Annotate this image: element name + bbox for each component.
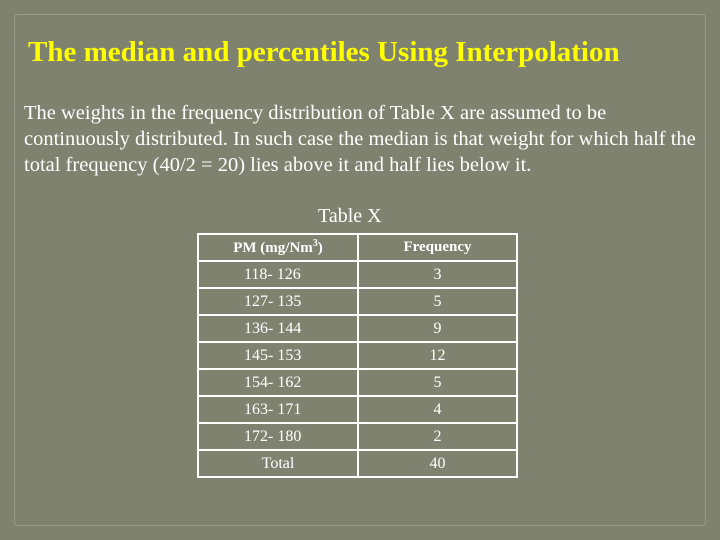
frequency-cell: 5 [358,369,517,396]
frequency-cell: 3 [358,261,517,288]
body-paragraph: The weights in the frequency distribution of Table X are assumed to be continuously distributed. In such case the median is that weight for which half the total frequency (40/2 = 20) lies above it and half lies below it. [24,102,696,176]
table-row [198,396,517,423]
table-row [198,288,517,315]
range-cell: 145- 153 [198,342,358,369]
frequency-cell: 4 [358,396,517,423]
table-header-row [198,234,517,261]
table-row [198,369,517,396]
header-frequency: Frequency [358,234,517,261]
frequency-cell: 2 [358,423,517,450]
header-pm-label: PM (mg/Nm [233,240,313,256]
header-pm [198,234,358,261]
total-value: 40 [358,450,517,477]
total-label: Total [198,450,358,477]
frequency-table [197,233,518,478]
slide-title: The median and percentiles Using Interpolation [28,36,620,68]
range-cell: 136- 144 [198,315,358,342]
table-row [198,261,517,288]
range-cell: 127- 135 [198,288,358,315]
table-row [198,342,517,369]
frequency-cell: 5 [358,288,517,315]
range-cell: 163- 171 [198,396,358,423]
range-cell: 154- 162 [198,369,358,396]
header-pm-close: ) [317,240,323,256]
range-cell: 118- 126 [198,261,358,288]
header-pm-superscript: 3 [312,238,318,249]
table-caption: Table X [318,205,382,227]
table-row [198,315,517,342]
range-cell: 172- 180 [198,423,358,450]
table-row [198,423,517,450]
frequency-cell: 12 [358,342,517,369]
table-total-row [198,450,517,477]
frequency-cell: 9 [358,315,517,342]
